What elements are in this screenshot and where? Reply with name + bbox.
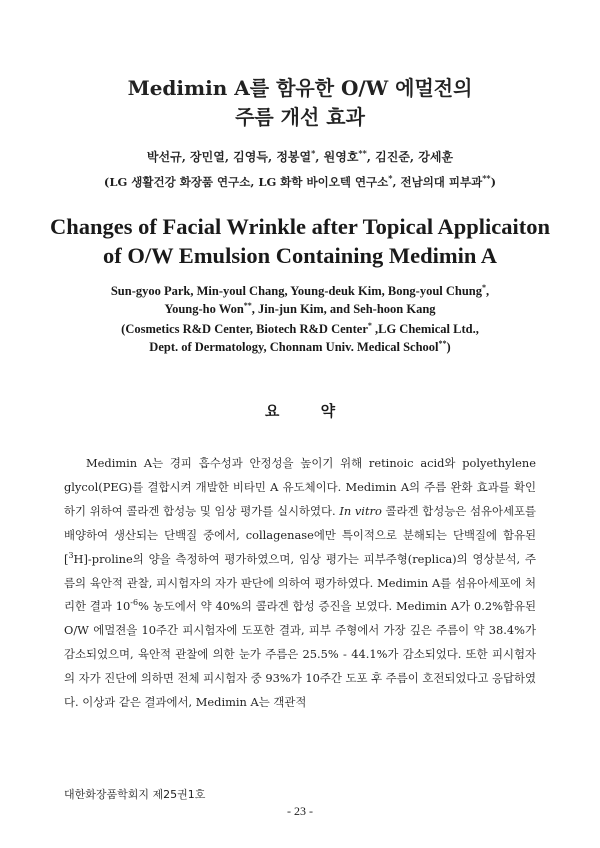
- page-number: - 23 -: [287, 804, 313, 818]
- abstract-text-3: H]-proline의 양을 측정하여 평가하였으며, 임상 평가는 피부주형(replica)의 영상분석, 주름의 육안적 관찰, 피시험자의 자가 판단에 의하여 평가하였다. Medimin A를 섬유아세포에 처리한 결과 10: [64, 551, 536, 614]
- korean-title-line1: Medimin A를 함유한 O/W 에멀전의: [127, 76, 473, 100]
- abstract-paragraph: [64, 452, 536, 715]
- abstract-exponent-sup: -6: [130, 598, 139, 608]
- korean-authors: 박선규, 장민열, 김영득, 정봉열*, 원영호**, 김진준, 강세훈: [146, 148, 454, 164]
- english-title-line2: of O/W Emulsion Containing Medimin A: [102, 243, 498, 268]
- english-authors-line1: Sun-gyoo Park, Min-youl Chang, Young-deuk Kim, Bong-youl Chung*,: [110, 282, 490, 298]
- abstract-body: [64, 452, 536, 715]
- english-authors-line2: Young-ho Won**, Jin-jun Kim, and Seh-hoon Kang: [164, 300, 436, 316]
- english-title-line1: Changes of Facial Wrinkle after Topical Applicaiton: [49, 214, 551, 239]
- abstract-text-4: % 농도에서 약 40%의 콜라겐 합성 증진을 보였다. Medimin A가 0.2%함유된 O/W 에멀젼을 10주간 피시험자에 도포한 결과, 피부 주형에서 가장 깊은 주름이 약 38.4%가 감소되었으며, 육안적 관찰에 의한 눈가 주름은 25.5% - 44.1%가 감소되었다. 또한 피시험자의 자가 진단에 의하면 전체 피시험자 중 93%가 10주간 도포 후 주름이 호전되었다고 응답하였다. 이상과 같은 결과에서, Medimin A는 객관적: [64, 599, 537, 710]
- english-affiliation-line2: Dept. of Dermatology, Chonnam Univ. Medical School**): [149, 338, 451, 354]
- abstract-text-1: Medimin A는 경피 흡수성과 안정성을 높이기 위해 retinoic acid와 polyethylene glycol(PEG)를 결합시켜 개발한 비타민 A 유도체이다. Medimin A의 주름 완화 효과를 확인하기 위하여 콜라겐 합성능 및 임상 평가를 실시하였다.: [64, 456, 536, 518]
- korean-title-line2: 주름 개선 효과: [235, 105, 365, 129]
- korean-affiliation: (LG 생활건강 화장품 연구소, LG 화학 바이오텍 연구소*, 전남의대 피부과**): [103, 173, 497, 189]
- abstract-heading: 요 약: [264, 402, 354, 420]
- journal-footer: 대한화장품학회지 제25권1호: [64, 788, 206, 801]
- abstract-text-2: 콜라겐 합성능은 섬유아세포를 배양하여 생산되는 단백질 중에서, collagenase에만 특이적으로 분해되는 단백질에 함유된 [: [64, 503, 536, 566]
- english-affiliation-line1: (Cosmetics R&D Center, Biotech R&D Center* ,LG Chemical Ltd.,: [121, 320, 479, 336]
- abstract-isotope-sup: 3: [68, 550, 74, 560]
- abstract-in-vitro: In vitro: [339, 503, 382, 518]
